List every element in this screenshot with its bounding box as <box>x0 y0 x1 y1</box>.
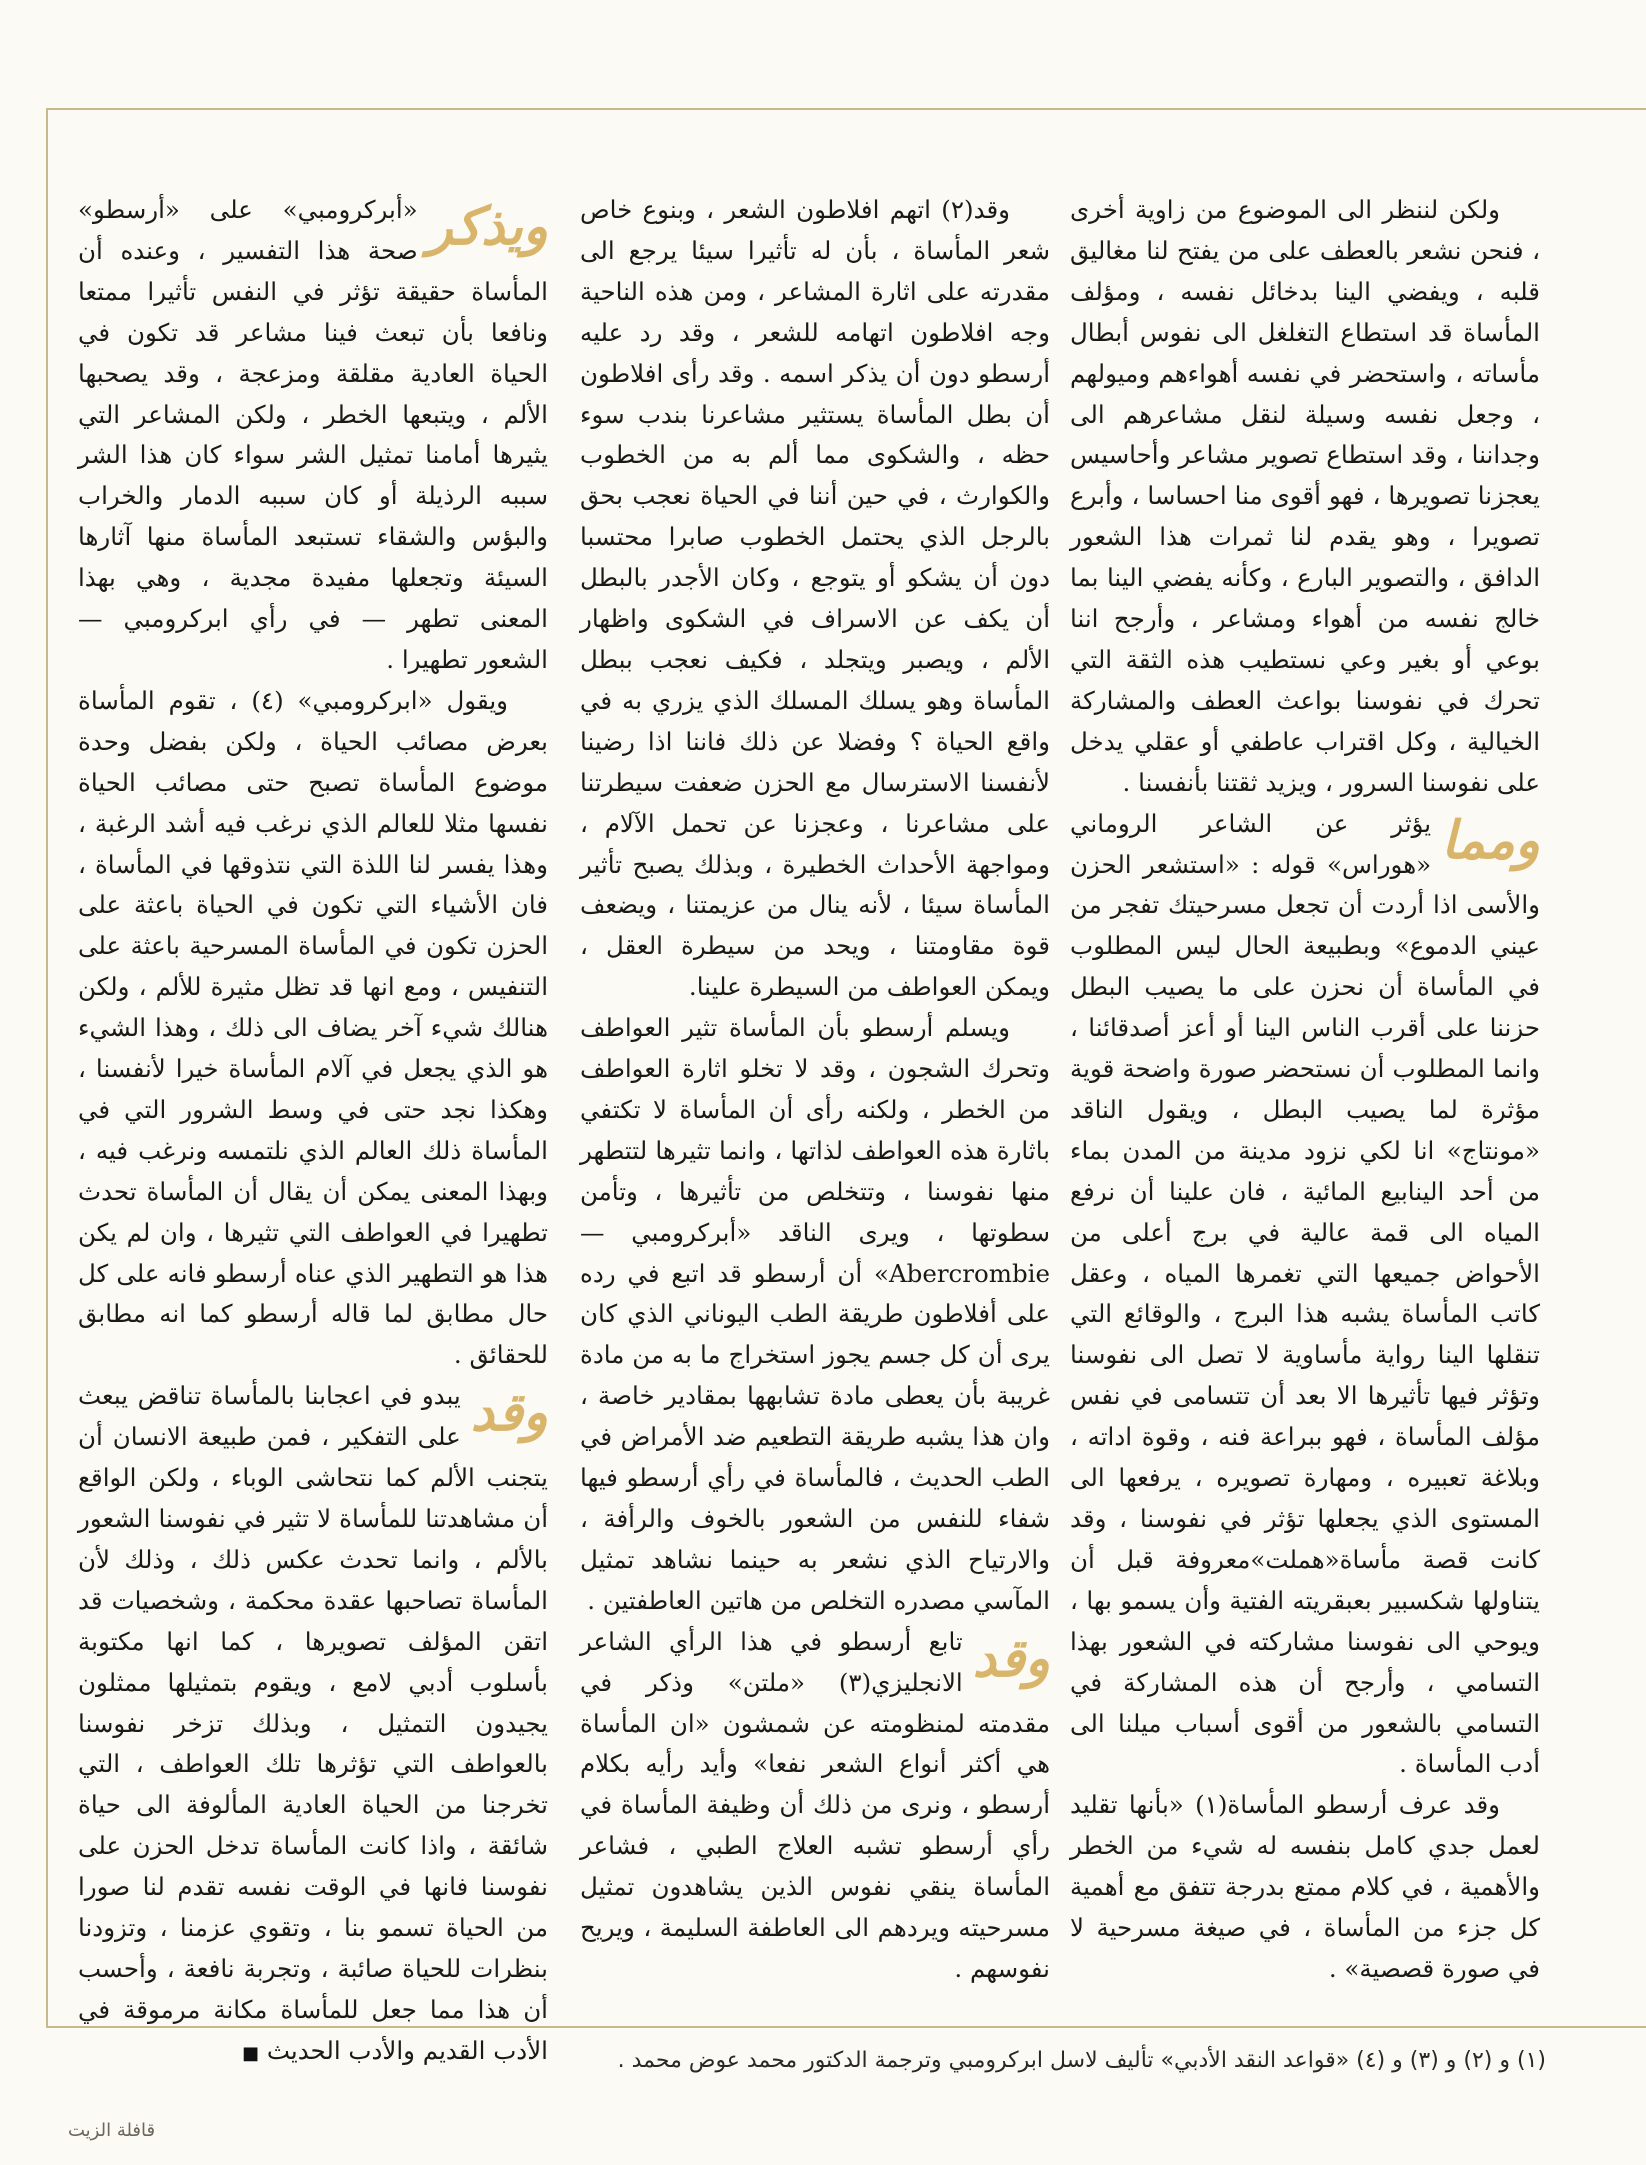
paragraph: ويسلم أرسطو بأن المأساة تثير العواطف وتحرك الشجون ، وقد لا تخلو اثارة العواطف من الخطر ، ولكنه رأى أن المأساة لا تكتفي باثارة هذه العواطف لذاتها ، وانما تثيرها لتتطهر منها نفوسنا ، وتتخلص من تأثيرها ، وتأمن سطوتها ، ويرى الناقد «أبركرومبي — Abercrombie» أن أرسطو قد اتبع في رده على أفلاطون طريقة الطب اليوناني الذي كان يرى أن كل جسم يجوز استخراج ما به من مادة غريبة بأن يعطى مادة تشابهها بمقادير خاصة ، وان هذا يشبه طريقة التطعيم ضد الأمراض في الطب الحديث ، فالمأساة في رأي أرسطو فيها شفاء للنفس من الشعور بالخوف والرأفة ، والارتياح الذي نشعر به حينما نشاهد تمثيل المآسي مصدره التخلص من هاتين العاطفتين . <box>580 1013 1050 1615</box>
decorative-initial-word: وقد <box>972 1627 1050 1689</box>
magazine-footer-name: قافلة الزيت <box>68 2120 156 2141</box>
decorative-initial-word: وقد <box>470 1382 548 1444</box>
end-of-article-mark: ■ <box>242 2042 260 2064</box>
paragraph: ولكن لننظر الى الموضوع من زاوية أخرى ، فنحن نشعر بالعطف على من يفتح لنا مغاليق قلبه ، ويفضي الينا بدخائل نفسه ، ومؤلف المأساة قد استطاع التغلغل الى نفوس أبطال مأساته ، واستحضر في نفسه أهواءهم وميولهم ، وجعل نفسه وسيلة لنقل مشاعرهم الى وجداننا ، وقد استطاع تصوير مشاعر وأحاسيس يعجزنا تصويرها ، فهو أقوى منا احساسا ، وأبرع تصويرا ، وهو يقدم لنا ثمرات هذا الشعور الدافق ، والتصوير البارع ، وكأنه يفضي الينا بما خالج نفسه من أهواء ومشاعر ، وأرجح اننا بوعي أو بغير وعي نستطيب هذه الثقة التي تحرك في نفوسنا بواعث العطف والمشاركة الخيالية ، وكل اقتراب عاطفي أو عقلي يدخل على نفوسنا السرور ، ويزيد ثقتنا بأنفسنا . <box>1070 195 1540 797</box>
article-column-2 <box>580 190 1050 1990</box>
paragraph: ومما يؤثر عن الشاعر الروماني «هوراس» قوله : «استشعر الحزن والأسى اذا أردت أن تجعل مسرحيتك تفجر من عيني الدموع» وبطبيعة الحال ليس المطلوب في المأساة أن نحزن على ما يصيب البطل حزننا على أقرب الناس الينا أو أعز أصدقائنا ، وانما المطلوب أن نستحضر صورة واضحة قوية مؤثرة لما يصيب البطل ، ويقول الناقد «مونتاج» انا لكي نزود مدينة من المدن بماء من أحد الينابيع المائية ، فان علينا أن نرفع المياه الى قمة عالية في برج أعلى من الأحواض جميعها التي تغمرها المياه ، وعقل كاتب المأساة يشبه هذا البرج ، والوقائع التي تنقلها الينا رواية مأساوية لا تصل الى نفوسنا وتؤثر فيها تأثيرها الا بعد أن تتسامى في نفس مؤلف المأساة ، فهو ببراعة فنه ، وقوة اداته ، وبلاغة تعبيره ، ومهارة تصويره ، يرفعها الى المستوى الذي يجعلها تؤثر في نفوسنا ، وقد كانت قصة مأساة«هملت»معروفة قبل أن يتناولها شكسبير بعبقريته الفتية وأن يسمو بها ، ويوحي الى نفوسنا مشاركته في الشعور بهذا التسامي ، وأرجح أن هذه المشاركة في التسامي بالشعور من أقوى أسباب ميلنا الى أدب المأساة . <box>1070 804 1540 1786</box>
decorative-initial-word: ومما <box>1441 809 1540 871</box>
paragraph: وقد يبدو في اعجابنا بالمأساة تناقض يبعث على التفكير ، فمن طبيعة الانسان أن يتجنب الألم كما نتحاشى الوباء ، ولكن الواقع أن مشاهدتنا للمأساة لا تثير في نفوسنا الشعور بالألم ، وانما تحدث عكس ذلك ، وذلك لأن المأساة تصاحبها عقدة محكمة ، وشخصيات قد اتقن المؤلف تصويرها ، كما انها مكتوبة بأسلوب أدبي لامع ، ويقوم بتمثيلها ممثلون يجيدون التمثيل ، وبذلك تزخر نفوسنا بالعواطف التي تؤثرها تلك العواطف ، التي تخرجنا من الحياة العادية المألوفة الى حياة شائقة ، واذا كانت المأساة تدخل الحزن على نفوسنا فانها في الوقت نفسه تقدم لنا صورا من الحياة تسمو بنا ، وتقوي عزمنا ، وتزودنا بنظرات للحياة صائبة ، وتجربة نافعة ، وأحسب أن هذا مما جعل للمأساة مكانة مرموقة في الأدب القديم والأدب الحديث ■ <box>78 1376 548 2074</box>
footnote: (١) و (٢) و (٣) و (٤) «قواعد النقد الأدبي» تأليف لاسل ابركرومبي وترجمة الدكتور محمد عوض محمد . <box>617 2048 1546 2073</box>
paragraph: وقد عرف أرسطو المأساة(١) «بأنها تقليد لعمل جدي كامل بنفسه له شيء من الخطر والأهمية ، في كلام ممتع بدرجة تتفق مع أهمية كل جزء من المأساة ، في صيغة مسرحية لا في صورة قصصية» . <box>1070 1790 1540 1983</box>
article-column-3 <box>78 190 548 2065</box>
article-column-1 <box>1070 190 1540 1990</box>
paragraph: وقد(٢) اتهم افلاطون الشعر ، وبنوع خاص شعر المأساة ، بأن له تأثيرا سيئا يرجع الى مقدرته على اثارة المشاعر ، ومن هذه الناحية وجه افلاطون اتهامه للشعر ، وقد رد عليه أرسطو دون أن يذكر اسمه . وقد رأى افلاطون أن بطل المأساة يستثير مشاعرنا بندب سوء حظه ، والشكوى مما ألم به من الخطوب والكوارث ، في حين أننا في الحياة نعجب بحق بالرجل الذي يحتمل الخطوب صابرا محتسبا دون أن يشكو أو يتوجع ، وكان الأجدر بالبطل أن يكف عن الاسراف في الشكوى واظهار الألم ، ويصبر ويتجلد ، فكيف نعجب ببطل المأساة وهو يسلك المسلك الذي يزري به في واقع الحياة ؟ وفضلا عن ذلك فاننا اذا رضينا لأنفسنا الاسترسال مع الحزن ضعفت سيطرتنا على مشاعرنا ، وعجزنا عن تحمل الآلام ، ومواجهة الأحداث الخطيرة ، وبذلك يصبح تأثير المأساة سيئا ، لأنه ينال من عزيمتنا ، ويضعف قوة مقاومتنا ، ويحد من سيطرة العقل ، ويمكن العواطف من السيطرة علينا. <box>580 195 1050 1002</box>
paragraph: ويقول «ابركرومبي» (٤) ، تقوم المأساة بعرض مصائب الحياة ، ولكن بفضل وحدة موضوع المأساة تصبح حتى مصائب الحياة نفسها مثلا للعالم الذي نرغب فيه أشد الرغبة ، وهذا يفسر لنا اللذة التي نتذوقها في المأساة ، فان الأشياء التي تكون في الحياة باعثة على الحزن تكون في المأساة المسرحية باعثة على التنفيس ، ومع انها قد تظل مثيرة للألم ، ولكن هنالك شيء آخر يضاف الى ذلك ، وهذا الشيء هو الذي يجعل في آلام المأساة خيرا لأنفسنا ، وهكذا نجد حتى في وسط الشرور التي في المأساة ذلك العالم الذي نلتمسه ونرغب فيه ، وبهذا المعنى يمكن أن يقال أن المأساة تحدث تطهيرا في العواطف التي تثيرها ، وان لم يكن هذا هو التطهير الذي عناه أرسطو فانه على كل حال مطابق لما قاله أرسطو كما انه مطابق للحقائق . <box>78 685 548 1370</box>
decorative-initial-word: ويذكر <box>427 196 548 257</box>
paragraph: وقد تابع أرسطو في هذا الرأي الشاعر الانجليزي(٣) «ملتن» وذكر في مقدمته لمنظومته عن شمشون «ان المأساة هي أكثر أنواع الشعر نفعا» وأيد رأيه بكلام أرسطو ، ونرى من ذلك أن وظيفة المأساة في رأي أرسطو تشبه العلاج الطبي ، فشاعر المأساة ينقي نفوس الذين يشاهدون تمثيل مسرحيته ويردهم الى العاطفة السليمة ، ويريح نفوسهم . <box>580 1622 1050 1990</box>
paragraph: ويذكر «أبركرومبي» على «أرسطو» صحة هذا التفسير ، وعنده أن المأساة حقيقة تؤثر في النفس تأثيرا ممتعا ونافعا بأن تبعث فينا مشاعر قد تكون في الحياة العادية مقلقة ومزعجة ، وقد يصحبها الألم ، ويتبعها الخطر ، ولكن المشاعر التي يثيرها أمامنا تمثيل الشر سواء كان هذا الشر سببه الرذيلة أو كان سببه الدمار والخراب والبؤس والشقاء تستبعد المأساة منها آثارها السيئة وتجعلها مفيدة مجدية ، وهي بهذا المعنى تطهر — في رأي ابركرومبي — الشعور تطهيرا . <box>78 190 548 681</box>
